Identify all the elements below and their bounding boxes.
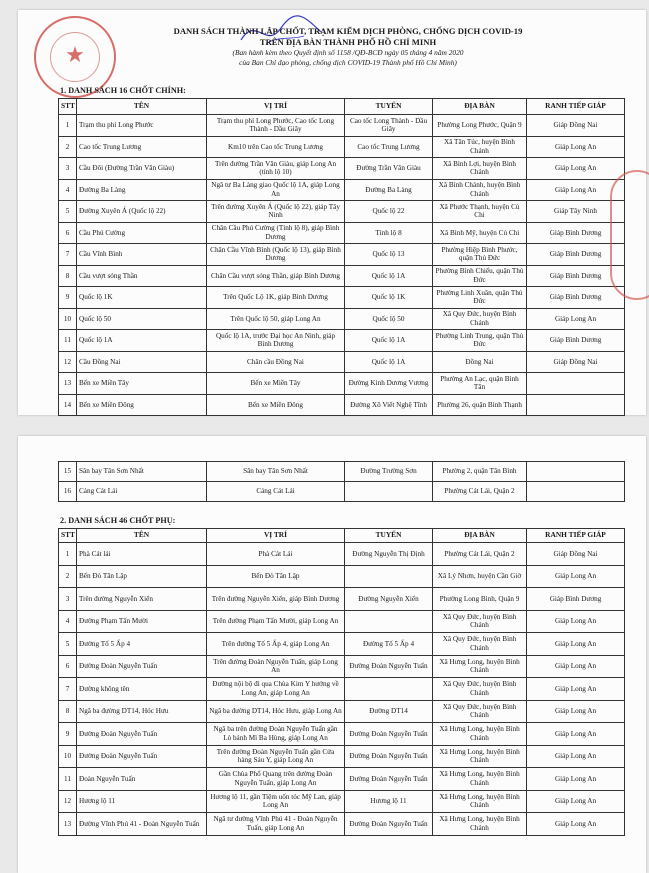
cell-stt: 13 [59,373,77,395]
document-page-2 [18,436,646,873]
cell-tuyen: Quốc lộ 50 [345,308,433,330]
cell-diaban: Phường Hiệp Bình Phước, quận Thủ Đức [433,244,527,266]
cell-ranh: Giáp Bình Dương [527,588,625,611]
col-diaban: ĐỊA BÀN [433,99,527,115]
cell-stt: 11 [59,330,77,352]
cell-tuyen [345,678,433,701]
cell-tuyen: Đường DT14 [345,700,433,723]
cell-diaban: Xã Hưng Long, huyện Bình Chánh [433,768,527,791]
cell-stt: 2 [59,565,77,588]
cell-stt: 6 [59,222,77,244]
seal-stamp-icon [610,170,649,300]
table-row [59,308,625,330]
cell-diaban: Phường Bình Chiểu, quận Thủ Đức [433,265,527,287]
cell-diaban: Xã Quy Đức, huyện Bình Chánh [433,700,527,723]
cell-vitri: Ngã ba trên đường Đoàn Nguyễn Tuấn gần Lò bánh Mì Ba Hùng, giáp Long An [207,723,345,746]
col-ten: TÊN [77,529,207,543]
table-row [59,158,625,180]
cell-stt: 5 [59,201,77,223]
cell-diaban: Xã Bình Mỹ, huyện Củ Chi [433,222,527,244]
cell-stt: 13 [59,813,77,836]
cell-ten: Bến Đò Tân Lập [77,565,207,588]
cell-ranh: Giáp Bình Dương [527,330,625,352]
main-checkpoints-table-continued [58,461,625,502]
cell-tuyen: Quốc lộ 13 [345,244,433,266]
table-row [59,222,625,244]
cell-stt: 2 [59,136,77,158]
cell-tuyen: Quốc lộ 1A [345,265,433,287]
cell-tuyen [345,610,433,633]
cell-ranh: Giáp Đồng Nai [527,351,625,373]
cell-vitri: Bến xe Miền Tây [207,373,345,395]
cell-diaban: Xã Phước Thạnh, huyện Củ Chi [433,201,527,223]
cell-stt: 11 [59,768,77,791]
cell-diaban: Phường Linh Xuân, quận Thủ Đức [433,287,527,309]
cell-ten: Quốc lộ 1K [77,287,207,309]
cell-tuyen: Đường Đoàn Nguyễn Tuấn [345,655,433,678]
cell-diaban: Xã Bình Chánh, huyện Bình Chánh [433,179,527,201]
cell-ten: Cầu Đôi (Đường Trần Văn Giàu) [77,158,207,180]
table-row [59,723,625,746]
cell-ten: Đường Phạm Tấn Mười [77,610,207,633]
cell-ranh [527,482,625,502]
cell-ten: Đường Đoàn Nguyễn Tuấn [77,655,207,678]
cell-stt: 10 [59,308,77,330]
document-title-line1: DANH SÁCH THÀNH LẬP CHỐT, TRẠM KIỂM DỊCH PHÒNG, CHỐNG DỊCH COVID-19 [173,26,523,36]
cell-vitri: Chân cầu Đồng Nai [207,351,345,373]
col-ranh: RANH TIẾP GIÁP [527,99,625,115]
cell-vitri: Trên đường Nguyễn Xiển, giáp Bình Dương [207,588,345,611]
cell-ranh: Giáp Long An [527,610,625,633]
cell-ranh: Giáp Long An [527,790,625,813]
cell-tuyen: Đường Xô Viết Nghệ Tĩnh [345,394,433,416]
cell-ranh: Giáp Long An [527,813,625,836]
cell-stt: 9 [59,723,77,746]
table-row [59,543,625,566]
cell-vitri: Phà Cát Lái [207,543,345,566]
cell-stt: 3 [59,158,77,180]
cell-ten: Đường Vĩnh Phú 41 - Đoàn Nguyễn Tuấn [77,813,207,836]
table-header-row [59,99,625,115]
cell-vitri: Ngã tư Ba Làng giao Quốc lộ 1A, giáp Long An [207,179,345,201]
cell-vitri: Km10 trên Cao tốc Trung Lương [207,136,345,158]
cell-vitri: Trên đường Đoàn Nguyễn Tuấn gần Cửa hàng Sáu Y, giáp Long An [207,745,345,768]
cell-ranh: Giáp Bình Dương [527,265,625,287]
cell-vitri: Trên đường Phạm Tấn Mười, giáp Long An [207,610,345,633]
cell-tuyen: Đường Tố 5 Ấp 4 [345,633,433,656]
cell-diaban: Phường Linh Trung, quận Thủ Đức [433,330,527,352]
cell-tuyen [345,565,433,588]
table-row [59,179,625,201]
cell-ranh: Giáp Bình Dương [527,244,625,266]
document-subtitle-line1: (Ban hành kèm theo Quyết định số 1158 /QĐ-BCĐ ngày 05 tháng 4 năm 2020 [232,48,464,57]
cell-ranh: Giáp Đồng Nai [527,543,625,566]
cell-vitri: Trên đường Trần Văn Giàu, giáp Long An (tỉnh lộ 10) [207,158,345,180]
table-row [59,373,625,395]
cell-diaban: Phường 26, quận Bình Thạnh [433,394,527,416]
cell-tuyen: Đường Trường Sơn [345,462,433,482]
table-row [59,287,625,309]
cell-tuyen: Đường Đoàn Nguyễn Tuấn [345,723,433,746]
table-row [59,115,625,137]
cell-ten: Cầu Phú Cường [77,222,207,244]
cell-diaban: Phường An Lạc, quận Bình Tân [433,373,527,395]
table-header-row [59,529,625,543]
cell-tuyen: Tỉnh lộ 8 [345,222,433,244]
cell-tuyen: Đường Đoàn Nguyễn Tuấn [345,768,433,791]
cell-vitri: Hương lộ 11, gần Tiệm uốn tóc Mỹ Lan, giáp Long An [207,790,345,813]
cell-ranh: Giáp Long An [527,633,625,656]
cell-vitri: Ngã ba đường DT14, Hóc Hưu, giáp Long An [207,700,345,723]
cell-diaban: Xã Quy Đức, huyện Bình Chánh [433,308,527,330]
cell-tuyen: Đường Đoàn Nguyễn Tuấn [345,745,433,768]
cell-stt: 10 [59,745,77,768]
cell-ranh: Giáp Long An [527,700,625,723]
cell-stt: 5 [59,633,77,656]
table-row [59,678,625,701]
cell-ranh [527,462,625,482]
cell-vitri: Đường nội bộ đi qua Chùa Kim Y hướng về Long An, giáp Long An [207,678,345,701]
table-row [59,136,625,158]
section1-title: 1. DANH SÁCH 16 CHỐT CHÍNH: [60,86,186,95]
cell-tuyen: Đường Trần Văn Giàu [345,158,433,180]
cell-diaban: Xã Hưng Long, huyện Bình Chánh [433,655,527,678]
cell-ranh: Giáp Long An [527,768,625,791]
cell-stt: 14 [59,394,77,416]
cell-diaban: Đồng Nai [433,351,527,373]
table-row [59,610,625,633]
document-subtitle-line2: của Ban Chỉ đạo phòng, chống dịch COVID-19 Thành phố Hồ Chí Minh) [239,58,457,67]
cell-ten: Cầu vượt sóng Thần [77,265,207,287]
cell-diaban: Xã Tân Túc, huyện Bình Chánh [433,136,527,158]
cell-vitri: Ngã tư đường Vĩnh Phú 41 - Đoàn Nguyễn Tuấn, giáp Long An [207,813,345,836]
document-header [138,26,558,68]
cell-ten: Đường Ba Làng [77,179,207,201]
cell-ranh [527,373,625,395]
cell-diaban: Phường Cát Lái, Quận 2 [433,543,527,566]
cell-ranh: Giáp Bình Dương [527,222,625,244]
cell-tuyen: Quốc lộ 1K [345,287,433,309]
main-checkpoints-table [58,98,625,416]
table-row [59,655,625,678]
cell-tuyen: Quốc lộ 22 [345,201,433,223]
table-row [59,265,625,287]
cell-tuyen: Quốc lộ 1A [345,351,433,373]
table-row [59,700,625,723]
cell-stt: 4 [59,179,77,201]
cell-ten: Trên đường Nguyễn Xiển [77,588,207,611]
cell-stt: 3 [59,588,77,611]
cell-tuyen: Hương lộ 11 [345,790,433,813]
table-row [59,482,625,502]
cell-ranh: Giáp Long An [527,179,625,201]
cell-ten: Hương lộ 11 [77,790,207,813]
col-diaban: ĐỊA BÀN [433,529,527,543]
table-row [59,244,625,266]
table-row [59,633,625,656]
cell-tuyen: Cao tốc Long Thành - Dầu Giây [345,115,433,137]
cell-tuyen: Đường Đoàn Nguyễn Tuấn [345,813,433,836]
cell-ranh: Giáp Long An [527,745,625,768]
cell-stt: 16 [59,482,77,502]
col-ranh: RANH TIẾP GIÁP [527,529,625,543]
cell-vitri: Chân Cầu Vĩnh Bình (Quốc lộ 13), giáp Bình Dương [207,244,345,266]
cell-diaban: Xã Hưng Long, huyện Bình Chánh [433,790,527,813]
cell-diaban: Xã Hưng Long, huyện Bình Chánh [433,723,527,746]
table-row [59,565,625,588]
cell-stt: 4 [59,610,77,633]
cell-vitri: Chân Cầu Phú Cường (Tỉnh lộ 8), giáp Bình Dương [207,222,345,244]
document-title-line2: TRÊN ĐỊA BÀN THÀNH PHỐ HỒ CHÍ MINH [259,37,437,47]
cell-ten: Đoàn Nguyễn Tuấn [77,768,207,791]
cell-ranh: Giáp Long An [527,308,625,330]
cell-tuyen: Đường Nguyễn Thị Định [345,543,433,566]
cell-tuyen [345,482,433,502]
cell-diaban: Xã Hưng Long, huyện Bình Chánh [433,813,527,836]
cell-ten: Quốc lộ 50 [77,308,207,330]
cell-vitri: Quốc lộ 1A, trước Đại học An Ninh, giáp Bình Dương [207,330,345,352]
cell-vitri: Cảng Cát Lái [207,482,345,502]
cell-vitri: Trên Quốc lộ 50, giáp Long An [207,308,345,330]
cell-tuyen: Đường Kinh Dương Vương [345,373,433,395]
cell-vitri: Gần Chùa Phổ Quang trên đường Đoàn Nguyễn Tuấn, giáp Long An [207,768,345,791]
cell-stt: 1 [59,543,77,566]
col-vitri: VỊ TRÍ [207,529,345,543]
cell-diaban: Xã Quy Đức, huyện Bình Chánh [433,678,527,701]
cell-tuyen: Đường Ba Làng [345,179,433,201]
col-stt: STT [59,99,77,115]
table-row [59,201,625,223]
cell-ten: Quốc lộ 1A [77,330,207,352]
cell-tuyen: Đường Nguyễn Xiển [345,588,433,611]
cell-ranh: Giáp Đồng Nai [527,115,625,137]
col-stt: STT [59,529,77,543]
cell-vitri: Sân bay Tân Sơn Nhất [207,462,345,482]
cell-ten: Bến xe Miền Đông [77,394,207,416]
cell-stt: 7 [59,678,77,701]
cell-vitri: Trên đường Xuyên Á (Quốc lộ 22), giáp Tây Ninh [207,201,345,223]
cell-vitri: Trên Quốc Lộ 1K, giáp Bình Dương [207,287,345,309]
cell-ranh [527,394,625,416]
cell-ranh: Giáp Long An [527,158,625,180]
col-tuyen: TUYẾN [345,99,433,115]
cell-diaban: Xã Quy Đức, huyện Bình Chánh [433,633,527,656]
cell-vitri: Trên đường Đoàn Nguyễn Tuấn, giáp Long An [207,655,345,678]
cell-diaban: Phường Long Bình, Quận 9 [433,588,527,611]
cell-ten: Bến xe Miền Tây [77,373,207,395]
cell-stt: 12 [59,790,77,813]
cell-stt: 6 [59,655,77,678]
official-seal-icon: ★ [34,16,116,98]
cell-ten: Sân bay Tân Sơn Nhất [77,462,207,482]
secondary-checkpoints-table [58,528,625,836]
cell-ten: Cầu Đồng Nai [77,351,207,373]
col-ten: TÊN [77,99,207,115]
cell-diaban: Xã Quy Đức, huyện Bình Chánh [433,610,527,633]
cell-ten: Cảng Cát Lái [77,482,207,502]
cell-ranh: Giáp Bình Dương [527,287,625,309]
document-page-1 [18,10,646,415]
cell-ranh: Giáp Long An [527,136,625,158]
cell-ten: Đường Tố 5 Ấp 4 [77,633,207,656]
cell-stt: 1 [59,115,77,137]
table-row [59,745,625,768]
col-tuyen: TUYẾN [345,529,433,543]
cell-ranh: Giáp Long An [527,723,625,746]
table-row [59,790,625,813]
cell-diaban: Phường Cát Lái, Quận 2 [433,482,527,502]
cell-vitri: Bến xe Miền Đông [207,394,345,416]
cell-tuyen: Cao tốc Trung Lương [345,136,433,158]
table-row [59,394,625,416]
cell-ten: Đường không tên [77,678,207,701]
cell-ten: Cao tốc Trung Lương [77,136,207,158]
cell-stt: 7 [59,244,77,266]
table-row [59,768,625,791]
col-vitri: VỊ TRÍ [207,99,345,115]
cell-ten: Cầu Vĩnh Bình [77,244,207,266]
cell-stt: 12 [59,351,77,373]
cell-vitri: Trạm thu phí Long Phước, Cao tốc Long Thành - Dầu Giây [207,115,345,137]
cell-ten: Phà Cát lái [77,543,207,566]
cell-diaban: Xã Bình Lợi, huyện Bình Chánh [433,158,527,180]
cell-vitri: Chân Cầu vượt sóng Thần, giáp Bình Dương [207,265,345,287]
cell-ranh: Giáp Tây Ninh [527,201,625,223]
cell-ranh: Giáp Long An [527,655,625,678]
cell-stt: 8 [59,700,77,723]
table-row [59,813,625,836]
cell-stt: 9 [59,287,77,309]
section2-title: 2. DANH SÁCH 46 CHỐT PHỤ: [60,516,176,525]
cell-ten: Ngã ba đường DT14, Hóc Hưu [77,700,207,723]
table-row [59,351,625,373]
cell-ranh: Giáp Long An [527,678,625,701]
cell-diaban: Xã Lý Nhơn, huyện Cần Giờ [433,565,527,588]
cell-tuyen: Quốc lộ 1A [345,330,433,352]
cell-ranh: Giáp Long An [527,565,625,588]
cell-diaban: Xã Hưng Long, huyện Bình Chánh [433,745,527,768]
cell-vitri: Trên đường Tố 5 Ấp 4, giáp Long An [207,633,345,656]
table-row [59,330,625,352]
cell-ten: Đường Xuyên Á (Quốc lộ 22) [77,201,207,223]
cell-stt: 8 [59,265,77,287]
cell-vitri: Bến Đò Tân Lập [207,565,345,588]
cell-ten: Đường Đoàn Nguyễn Tuấn [77,723,207,746]
cell-stt: 15 [59,462,77,482]
table-row [59,588,625,611]
cell-diaban: Phường 2, quận Tân Bình [433,462,527,482]
cell-ten: Trạm thu phí Long Phước [77,115,207,137]
cell-diaban: Phường Long Phước, Quận 9 [433,115,527,137]
table-row [59,462,625,482]
cell-ten: Đường Đoàn Nguyễn Tuấn [77,745,207,768]
